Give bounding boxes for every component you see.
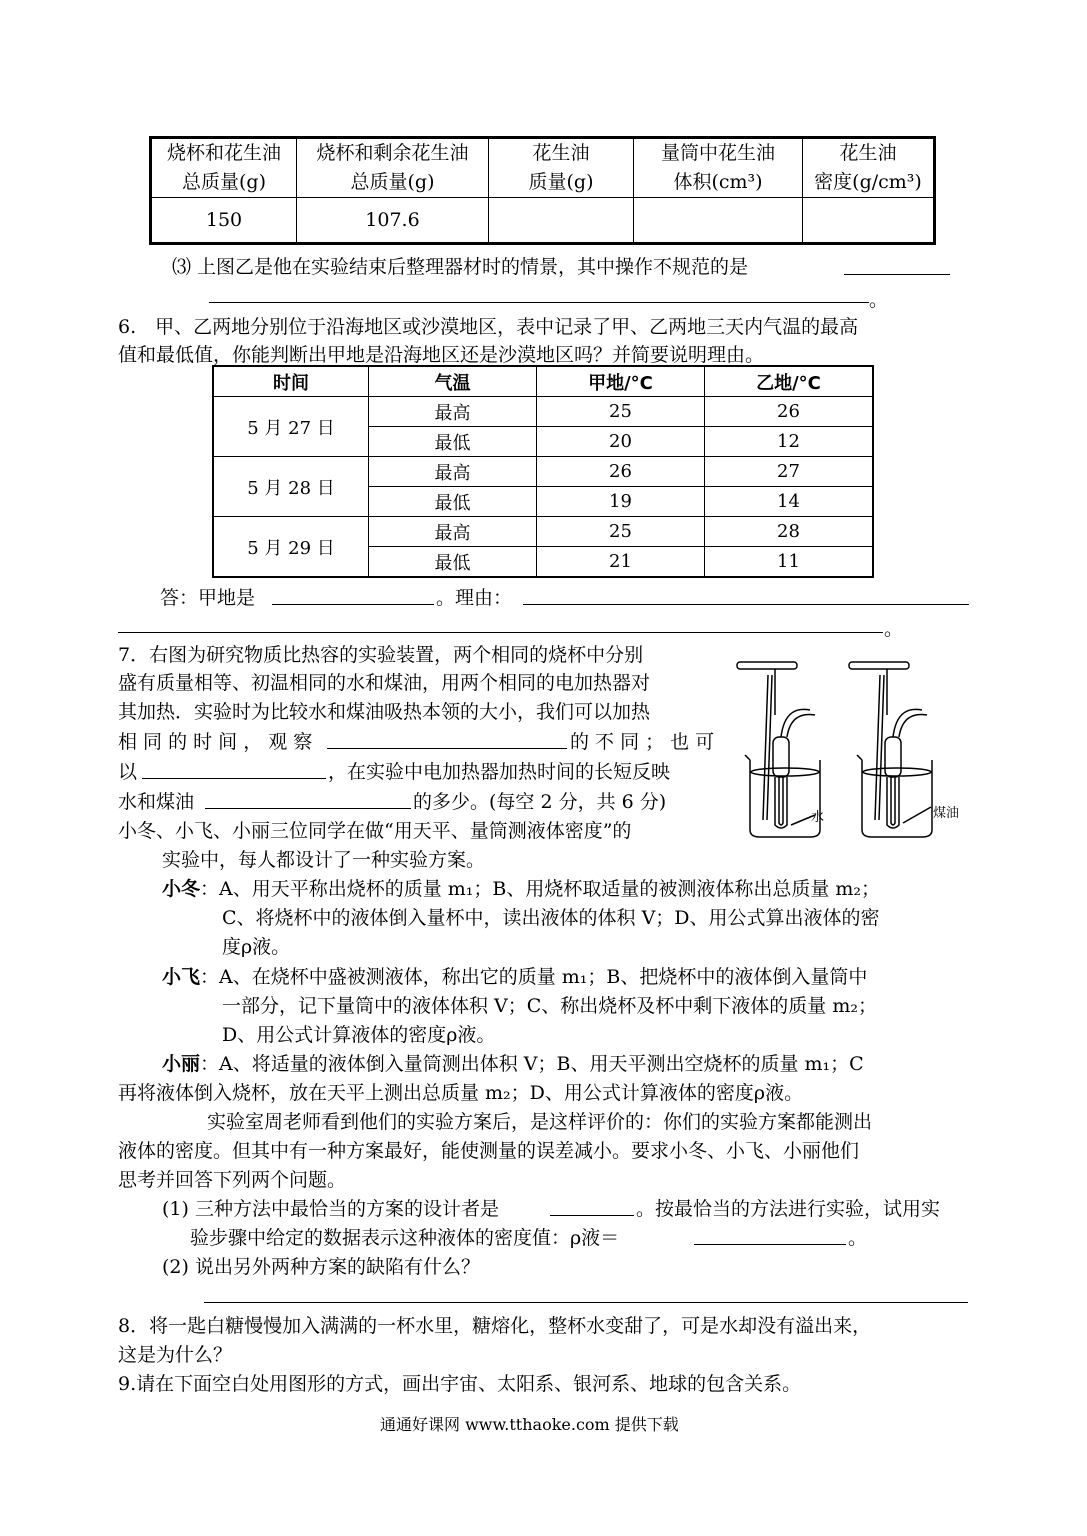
peanut-oil-table bbox=[149, 136, 936, 245]
table-cell: 最低 bbox=[369, 487, 537, 517]
table-cell: 最高 bbox=[369, 397, 537, 427]
footer-credit: 通通好课网 www.tthaoke.com 提供下载 bbox=[380, 1415, 679, 1434]
q7-line2: 盛有质量相等、初温相同的水和煤油，用两个相同的电加热器对 bbox=[118, 672, 651, 694]
part1-text-c: 验步骤中给定的数据表示这种液体的密度值：ρ液＝ bbox=[190, 1227, 620, 1249]
answer-blank[interactable] bbox=[209, 302, 869, 303]
table-cell: 25 bbox=[537, 397, 705, 427]
q6-line2: 值和最低值，你能判断出甲地是沿海地区还是沙漠地区吗？并简要说明理由。 bbox=[118, 344, 765, 366]
table-cell bbox=[634, 198, 803, 244]
q6-reason-label: 。理由： bbox=[436, 587, 513, 609]
table-header-cell: 花生油 密度(g/cm³) bbox=[803, 138, 935, 198]
table-cell: 14 bbox=[705, 487, 874, 517]
period: 。 bbox=[884, 618, 904, 640]
table-cell bbox=[803, 198, 935, 244]
answer-blank[interactable] bbox=[523, 604, 969, 605]
q7-line6b: 的多少。(每空 2 分，共 6 分) bbox=[413, 791, 667, 813]
xiaofei-plan-line1: 小飞：A、在烧杯中盛被测液体，称出它的质量 m₁；B、把烧杯中的液体倒入量筒中 bbox=[162, 966, 868, 988]
part1-text-b: 。按最恰当的方法进行实验，试用实 bbox=[636, 1198, 941, 1220]
q7-line1: 7．右图为研究物质比热容的实验装置，两个相同的烧杯中分别 bbox=[118, 644, 644, 666]
beaker-apparatus-illustration bbox=[735, 655, 975, 840]
teacher-comment-line3: 思考并回答下列两个问题。 bbox=[118, 1169, 347, 1191]
teacher-comment-line1: 实验室周老师看到他们的实验方案后，是这样评价的：你们的实验方案都能测出 bbox=[207, 1111, 873, 1133]
density-intro-line2: 实验中，每人都设计了一种实验方案。 bbox=[162, 849, 486, 871]
q7-line3: 其加热．实验时为比较水和煤油吸热本领的大小，我们可以加热 bbox=[118, 701, 651, 723]
table-cell: 25 bbox=[537, 517, 705, 547]
table-cell: 最低 bbox=[369, 427, 537, 457]
table-cell: 107.6 bbox=[297, 198, 489, 244]
kerosene-label: 煤油 bbox=[933, 806, 960, 821]
density-intro-line1: 小冬、小飞、小丽三位同学在做“用天平、量筒测液体密度”的 bbox=[118, 820, 632, 842]
answer-blank[interactable] bbox=[118, 632, 883, 633]
q6-line1: 6. 甲、乙两地分别位于沿海地区或沙漠地区，表中记录了甲、乙两地三天内气温的最高 bbox=[118, 316, 859, 338]
answer-blank[interactable] bbox=[550, 1215, 634, 1216]
q9-text: 9.请在下面空白处用图形的方式，画出宇宙、太阳系、银河系、地球的包含关系。 bbox=[118, 1373, 802, 1395]
table-cell: 最高 bbox=[369, 517, 537, 547]
table-cell: 19 bbox=[537, 487, 705, 517]
q5-3-text: ⑶ 上图乙是他在实验结束后整理器材时的情景，其中操作不规范的是 bbox=[172, 256, 749, 278]
part1-text-a: (1) 三种方法中最恰当的方案的设计者是 bbox=[162, 1198, 499, 1220]
q7-line4b: 的 不 同 ； 也 可 bbox=[570, 731, 715, 753]
period: 。 bbox=[869, 289, 889, 311]
part2-text: (2) 说出另外两种方案的缺陷有什么？ bbox=[162, 1256, 480, 1278]
table-cell: 5 月 28 日 bbox=[213, 457, 369, 517]
answer-blank[interactable] bbox=[327, 748, 567, 749]
table-cell: 26 bbox=[537, 457, 705, 487]
table-header-cell: 量筒中花生油 体积(cm³) bbox=[634, 138, 803, 198]
table-header-cell: 甲地/°C bbox=[537, 366, 705, 397]
table-cell: 最低 bbox=[369, 547, 537, 578]
table-cell: 5 月 29 日 bbox=[213, 517, 369, 578]
table-header-cell: 气温 bbox=[369, 366, 537, 397]
table-cell: 11 bbox=[705, 547, 874, 578]
q7-line6a: 水和煤油 bbox=[118, 791, 195, 813]
table-header-cell: 乙地/°C bbox=[705, 366, 874, 397]
table-cell: 28 bbox=[705, 517, 874, 547]
xiaodong-plan-line1: 小冬：A、用天平称出烧杯的质量 m₁；B、用烧杯取适量的被测液体称出总质量 m₂； bbox=[162, 878, 881, 900]
xiaoli-plan-line1: 小丽：A、将适量的液体倒入量筒测出体积 V；B、用天平测出空烧杯的质量 m₁；C bbox=[162, 1053, 864, 1075]
table-cell: 20 bbox=[537, 427, 705, 457]
xiaofei-plan-line2: 一部分，记下量筒中的液体体积 V；C、称出烧杯及杯中剩下液体的质量 m₂； bbox=[222, 995, 877, 1017]
xiaodong-plan-line2: C、将烧杯中的液体倒入量杯中，读出液体的体积 V；D、用公式算出液体的密 bbox=[222, 907, 880, 929]
table-header-cell: 花生油 质量(g) bbox=[489, 138, 634, 198]
xiaodong-plan-line3: 度ρ液。 bbox=[222, 936, 291, 958]
answer-blank[interactable] bbox=[142, 778, 326, 779]
q7-line5a: 以 bbox=[118, 761, 138, 783]
answer-blank[interactable] bbox=[694, 1244, 846, 1245]
answer-blank[interactable] bbox=[272, 604, 434, 605]
table-cell: 26 bbox=[705, 397, 874, 427]
q8-line2: 这是为什么？ bbox=[118, 1344, 233, 1366]
q8-line1: 8．将一匙白糖慢慢加入满满的一杯水里，糖熔化，整杯水变甜了，可是水却没有溢出来， bbox=[118, 1315, 872, 1337]
teacher-comment-line2: 液体的密度。但其中有一种方案最好，能使测量的误差减小。要求小冬、小飞、小丽他们 bbox=[118, 1140, 860, 1162]
q6-answer-label: 答：甲地是 bbox=[160, 587, 256, 609]
q7-line5b: ，在实验中电加热器加热时间的长短反映 bbox=[328, 761, 671, 783]
xiaoli-plan-line2: 再将液体倒入烧杯，放在天平上测出总质量 m₂；D、用公式计算液体的密度ρ液。 bbox=[118, 1082, 804, 1104]
table-cell: 12 bbox=[705, 427, 874, 457]
table-cell bbox=[489, 198, 634, 244]
part1-text-d: 。 bbox=[848, 1227, 868, 1249]
table-cell: 150 bbox=[151, 198, 297, 244]
q7-line4a: 相 同 的 时 间 ， 观 察 bbox=[118, 731, 313, 753]
xiaofei-plan-line3: D、用公式计算液体的密度ρ液。 bbox=[222, 1024, 496, 1046]
temperature-table bbox=[212, 365, 874, 578]
table-header-cell: 烧杯和剩余花生油 总质量(g) bbox=[297, 138, 489, 198]
table-cell: 5 月 27 日 bbox=[213, 397, 369, 457]
water-label: 水 bbox=[811, 810, 825, 825]
table-header-cell: 时间 bbox=[213, 366, 369, 397]
table-cell: 最高 bbox=[369, 457, 537, 487]
table-cell: 27 bbox=[705, 457, 874, 487]
answer-blank[interactable] bbox=[205, 808, 411, 809]
table-cell: 21 bbox=[537, 547, 705, 578]
answer-blank[interactable] bbox=[844, 274, 950, 275]
answer-blank[interactable] bbox=[204, 1302, 968, 1303]
table-header-cell: 烧杯和花生油 总质量(g) bbox=[151, 138, 297, 198]
